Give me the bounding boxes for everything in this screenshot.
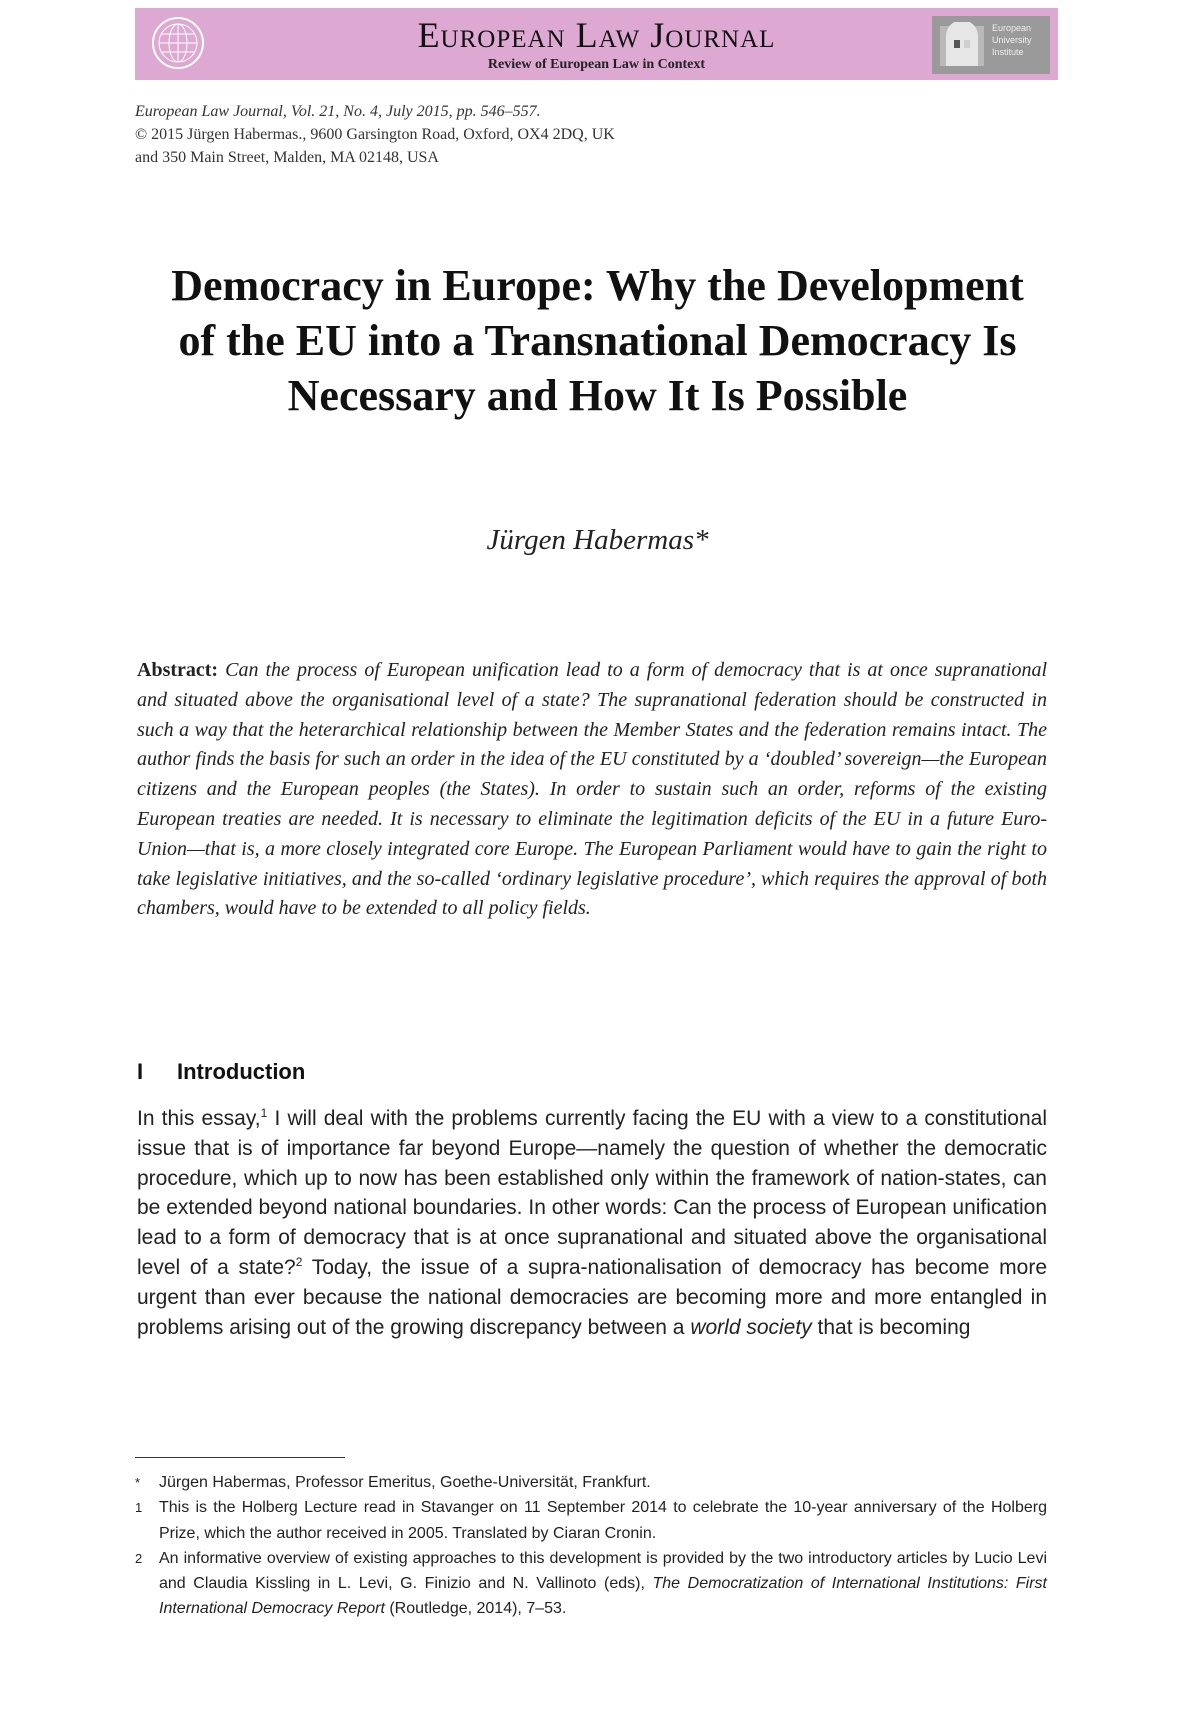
footnote <box>135 1546 1047 1622</box>
intro-text: that is becoming <box>811 1315 971 1339</box>
footnotes <box>135 1470 1047 1622</box>
footnote-mark: 1 <box>135 1500 143 1516</box>
institute-logo-text: European University Institute <box>992 23 1032 57</box>
intro-text: In this essay, <box>137 1107 261 1130</box>
copyright-line: © 2015 Jürgen Habermas., 9600 Garsington Road, Oxford, OX4 2DQ, UK <box>135 126 615 143</box>
footnote <box>135 1470 1047 1495</box>
journal-banner <box>135 8 1058 80</box>
section-heading <box>137 1059 737 1085</box>
footnote-text-part: An informative overview of existing approaches to this development is provided by the two introductory articles by Lucio Levi and Claudia Kissling in L. Levi, G. Finizio and N. Vallinoto (eds), <box>159 1549 1047 1593</box>
intro-text: Today, the issue of a supra-nationalisation of democracy has become more urgent than ever because the national democracies are becoming more and more entangled in problems arising out of the growing discrepancy between a <box>137 1255 1048 1339</box>
journal-title: European Law Journal <box>417 15 776 55</box>
footnote-ref[interactable]: 2 <box>295 1254 303 1269</box>
address-line: and 350 Main Street, Malden, MA 02148, USA <box>135 149 439 166</box>
institute-logo <box>932 16 1050 74</box>
footnote-divider <box>135 1457 345 1458</box>
footnote-mark: 2 <box>135 1550 143 1566</box>
article-author: Jürgen Habermas* <box>486 524 709 556</box>
footnote-mark: * <box>135 1475 141 1490</box>
intro-paragraph <box>137 1104 1047 1342</box>
footnote <box>135 1495 1047 1546</box>
section-title: Introduction <box>177 1059 306 1084</box>
abstract-label: Abstract: <box>137 659 219 681</box>
citation-line: European Law Journal, Vol. 21, No. 4, July 2015, pp. 546–557. <box>135 103 541 120</box>
abstract-text: Can the process of European unification lead to a form of democracy that is at once supranational and situated above the organisational level of a state? The supranational federation should be constructed in such a way that the heterarchical relationship between the Member States and the federation remains intact. The author finds the basis for such an order in the idea of the EU constituted by a ‘doubled’ sovereign—the European citizens and the European peoples (the States). In order to sustain such an order, reforms of the existing European treaties are needed. It is necessary to eliminate the legitimation deficits of the EU in a future Euro-Union—that is, a more closely integrated core Europe. The European Parliament would have to gain the right to take legislative initiatives, and the so-called ‘ordinary legislative procedure’, which requires the approval of both chambers, would have to be extended to all policy fields. <box>137 659 1047 920</box>
footnote-ref[interactable]: 1 <box>260 1106 268 1120</box>
section-number: I <box>137 1059 144 1084</box>
institute-building-icon <box>938 22 986 68</box>
footnote-book-title: The Democratization of International Institutions: First International Democracy Report <box>159 1575 1047 1618</box>
article-title: Democracy in Europe: Why the Development of the EU into a Transnational Democracy Is Necessary and How It Is Possible <box>171 261 1024 420</box>
footnote-text <box>159 1546 1047 1622</box>
intro-emphasis: world society <box>690 1315 812 1339</box>
intro-text: I will deal with the problems currently facing the EU with a view to a constitutional issue that is of importance far beyond Europe—namely the question of whether the democratic procedure, which up to now has been established only within the framework of nation-states, can be extended beyond national boundaries. In other words: Can the process of European unification lead to a form of democracy that is at once supranational and situated above the organisational level of a state? <box>137 1107 1047 1279</box>
footnote-text: This is the Holberg Lecture read in Stavanger on 11 September 2014 to celebrate the 10-year anniversary of the Holberg Prize, which the author received in 2005. Translated by Ciaran Cronin. <box>159 1499 1047 1542</box>
abstract <box>137 656 1047 924</box>
citation-block <box>135 100 835 169</box>
footnote-text: Jürgen Habermas, Professor Emeritus, Goethe-Universität, Frankfurt. <box>159 1474 651 1491</box>
journal-subtitle: Review of European Law in Context <box>487 57 706 72</box>
footnote-text-part: (Routledge, 2014), 7–53. <box>384 1600 567 1618</box>
